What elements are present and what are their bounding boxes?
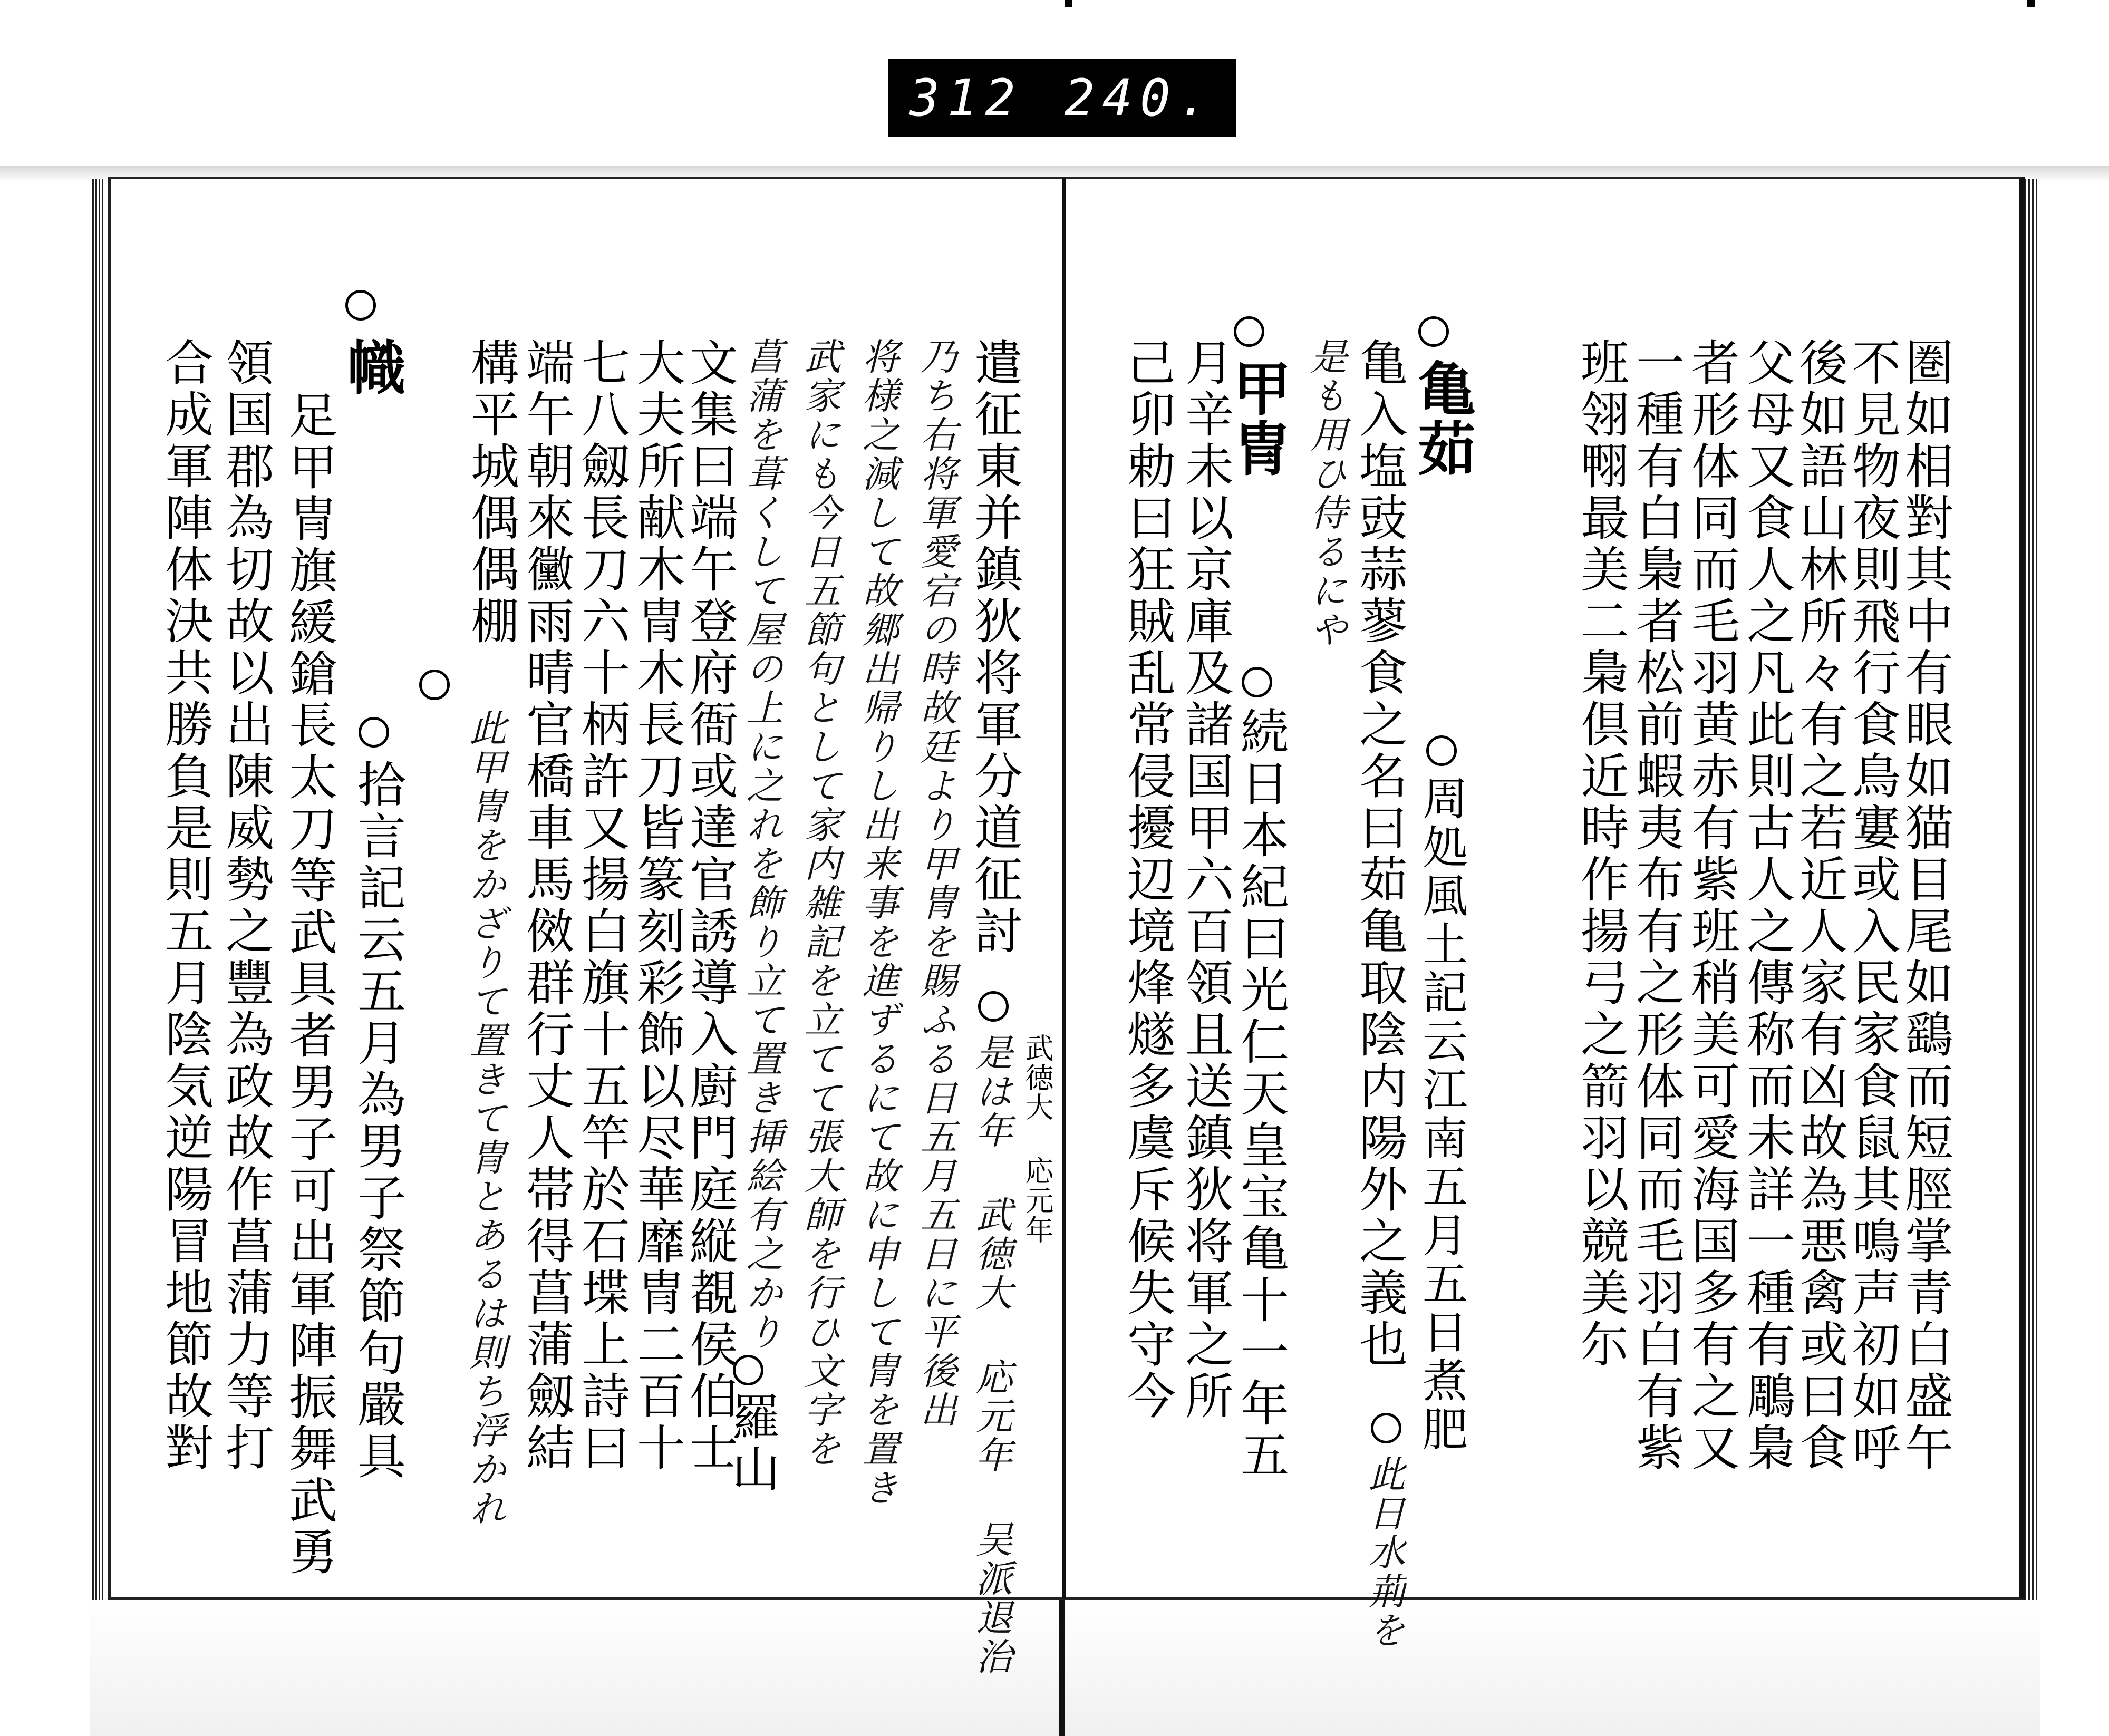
cursive-column: 将様之減して故郷出帰りし出来事を進ずるにて故に申して冑を置き: [856, 337, 899, 1508]
text-column: 足甲冑旗緩鎗長太刀等武具者男子可出軍陣振舞武勇: [281, 390, 337, 1578]
entry-circle-mark: [419, 670, 450, 700]
text-column: 拾言記云五月為男子祭節句嚴具: [350, 759, 406, 1482]
text-column: 羅山: [724, 1392, 780, 1495]
text-column: 月辛未以京庫及諸国甲六百領且送鎮狄将軍之所: [1177, 337, 1234, 1422]
annotation-column: 武徳大 応元年: [1021, 1033, 1054, 1245]
page-edge-right: [2025, 179, 2039, 1603]
text-column: 文集曰端午登府衙或達官誘導入廚門庭縦覩侯伯士: [682, 337, 738, 1474]
cursive-column: 此日水荊を: [1362, 1455, 1406, 1650]
text-column: 遣征東并鎮狄将軍分道征討: [966, 337, 1023, 957]
text-column: 構平城偶偶棚: [463, 337, 519, 647]
text-column: 一種有白梟者松前蝦夷布有之形体同而毛羽白有紫: [1628, 337, 1685, 1474]
cursive-column: 乃ち右将軍愛宕の時故廷より甲冑を賜ふる日五月五日に平後出: [914, 337, 957, 1430]
entry-heading: 幟: [338, 337, 406, 397]
text-column: 父母又食人之凡此則古人之傳称而未詳一種有鵰梟: [1739, 337, 1795, 1474]
text-column: 亀入塩豉蒜蓼食之名曰茹亀取陰内陽外之義也: [1351, 337, 1408, 1371]
cursive-column: 是も用ひ侍るにや: [1304, 337, 1348, 649]
entry-circle-mark: [1418, 316, 1449, 347]
entry-circle-mark: [733, 1355, 763, 1385]
text-column: 合成軍陣体決共勝負是則五月陰気逆陽冒地節故對: [157, 337, 214, 1474]
cursive-column: 武家にも今日五節句として家内雑記を立てて張大師を行ひ文字を: [798, 337, 841, 1469]
text-column: 大夫所献木冑木長刀皆篆刻彩飾以尽華靡冑二百十: [629, 337, 685, 1474]
cursive-column: 是は年 武徳大 応元年 吴派退治: [970, 1033, 1013, 1676]
text-column: 圏如相對其中有眼如猫目尾如鷂而短脛掌青白盛午: [1897, 337, 1953, 1474]
entry-circle-mark: [345, 290, 376, 321]
entry-heading: 亀茹: [1408, 358, 1476, 479]
frame-number-right: 240.: [1064, 69, 1216, 128]
frame-number-left: 312: [909, 69, 1023, 128]
text-column: 七八劔長刀六十柄許又揚白旗十五竿於石堞上詩曰: [574, 337, 630, 1474]
text-column: 不見物夜則飛行食鳥寠或入民家食鼠其鳴声初如呼: [1844, 337, 1901, 1474]
cursive-column: 菖蒲を葺くして屋の上に之れを飾り立て置き挿絵有之かり: [740, 337, 783, 1352]
entry-circle-mark: [1234, 316, 1264, 347]
top-mark: [2027, 0, 2035, 7]
text-column: 己卯勅曰狂賊乱常侵擾辺境烽燧多虞斥候失守今: [1119, 337, 1176, 1422]
entry-circle-mark: [978, 991, 1009, 1022]
text-column: 周処風土記云江南五月五日煮肥: [1415, 775, 1467, 1454]
entry-circle-mark: [359, 717, 389, 748]
text-column: 続日本紀曰光仁天皇宝亀十一年五: [1233, 706, 1289, 1481]
text-column: 領国郡為切故以出陳威勢之豐為政故作菖蒲力等打: [218, 337, 274, 1474]
bottom-shadow: [90, 1600, 2040, 1736]
text-column: 端午朝來黴雨晴官橋車馬傚群行丈人帯得菖蒲劔結: [518, 337, 575, 1474]
entry-heading: 甲冑: [1224, 358, 1292, 479]
entry-circle-mark: [1242, 667, 1272, 697]
text-column: 者形体同而毛羽黄赤有紫班稍美可愛海国多有之又: [1684, 337, 1740, 1474]
page-edge-left: [92, 179, 104, 1603]
text-column: 後如語山林所々有之若近人家有凶故為悪禽或曰食: [1792, 337, 1848, 1474]
entry-circle-mark: [1371, 1413, 1401, 1443]
text-column: 班翎翈最美二梟倶近時作揚弓之箭羽以競美尓: [1573, 337, 1629, 1371]
top-mark: [1065, 0, 1072, 7]
frame-number-label: [888, 59, 1236, 137]
entry-circle-mark: [1426, 735, 1457, 766]
cursive-column: 此甲冑をかざりて置きて冑とあるは則ち浮かれ: [463, 709, 507, 1528]
